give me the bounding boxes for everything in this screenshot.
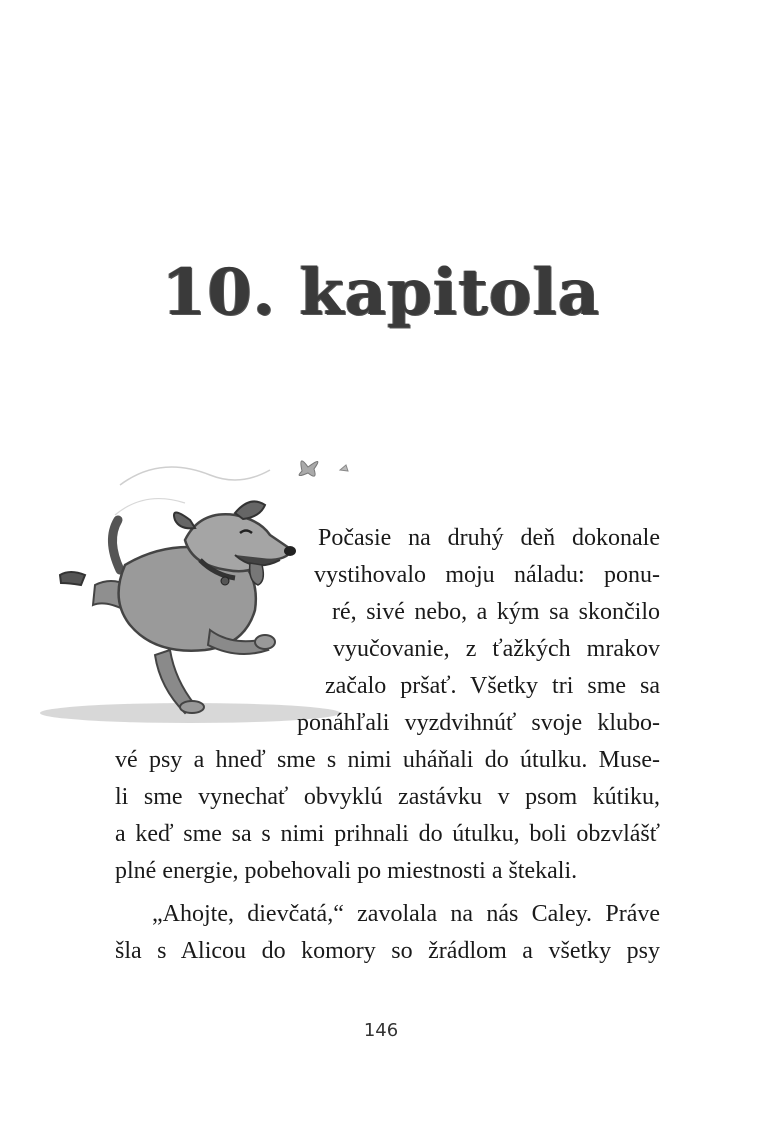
page-number: 146 [363,1020,399,1041]
body-line: začalo pršať. Všetky tri sme sa [325,673,660,699]
body-line: vyučovanie, z ťažkých mrakov [333,636,660,662]
body-line: ponáhľali vyzdvihnúť svoje klubo- [297,710,660,736]
body-line: Počasie na druhý deň dokonale [318,525,660,551]
body-line: ré, sivé nebo, a kým sa skončilo [332,599,660,625]
chapter-title: 10. kapitola [161,255,601,330]
body-line: li sme vynechať obvyklú zastávku v psom kútiku, [115,784,660,810]
body-line: vé psy a hneď sme s nimi uháňali do útulku. Muse- [115,747,660,773]
butterfly-icon [299,461,318,476]
running-dog-illustration [40,445,350,735]
body-line: vystihovalo moju náladu: ponu- [314,562,660,588]
body-line: „Ahojte, dievčatá,“ zavolala na nás Caley. Práve [152,901,660,927]
body-line: a keď sme sa s nimi prihnali do útulku, boli obzvlášť [115,821,660,847]
body-line: plné energie, pobehovali po miestnosti a štekali. [115,858,578,884]
body-line: šla s Alicou do komory so žrádlom a všetky psy [115,938,660,964]
